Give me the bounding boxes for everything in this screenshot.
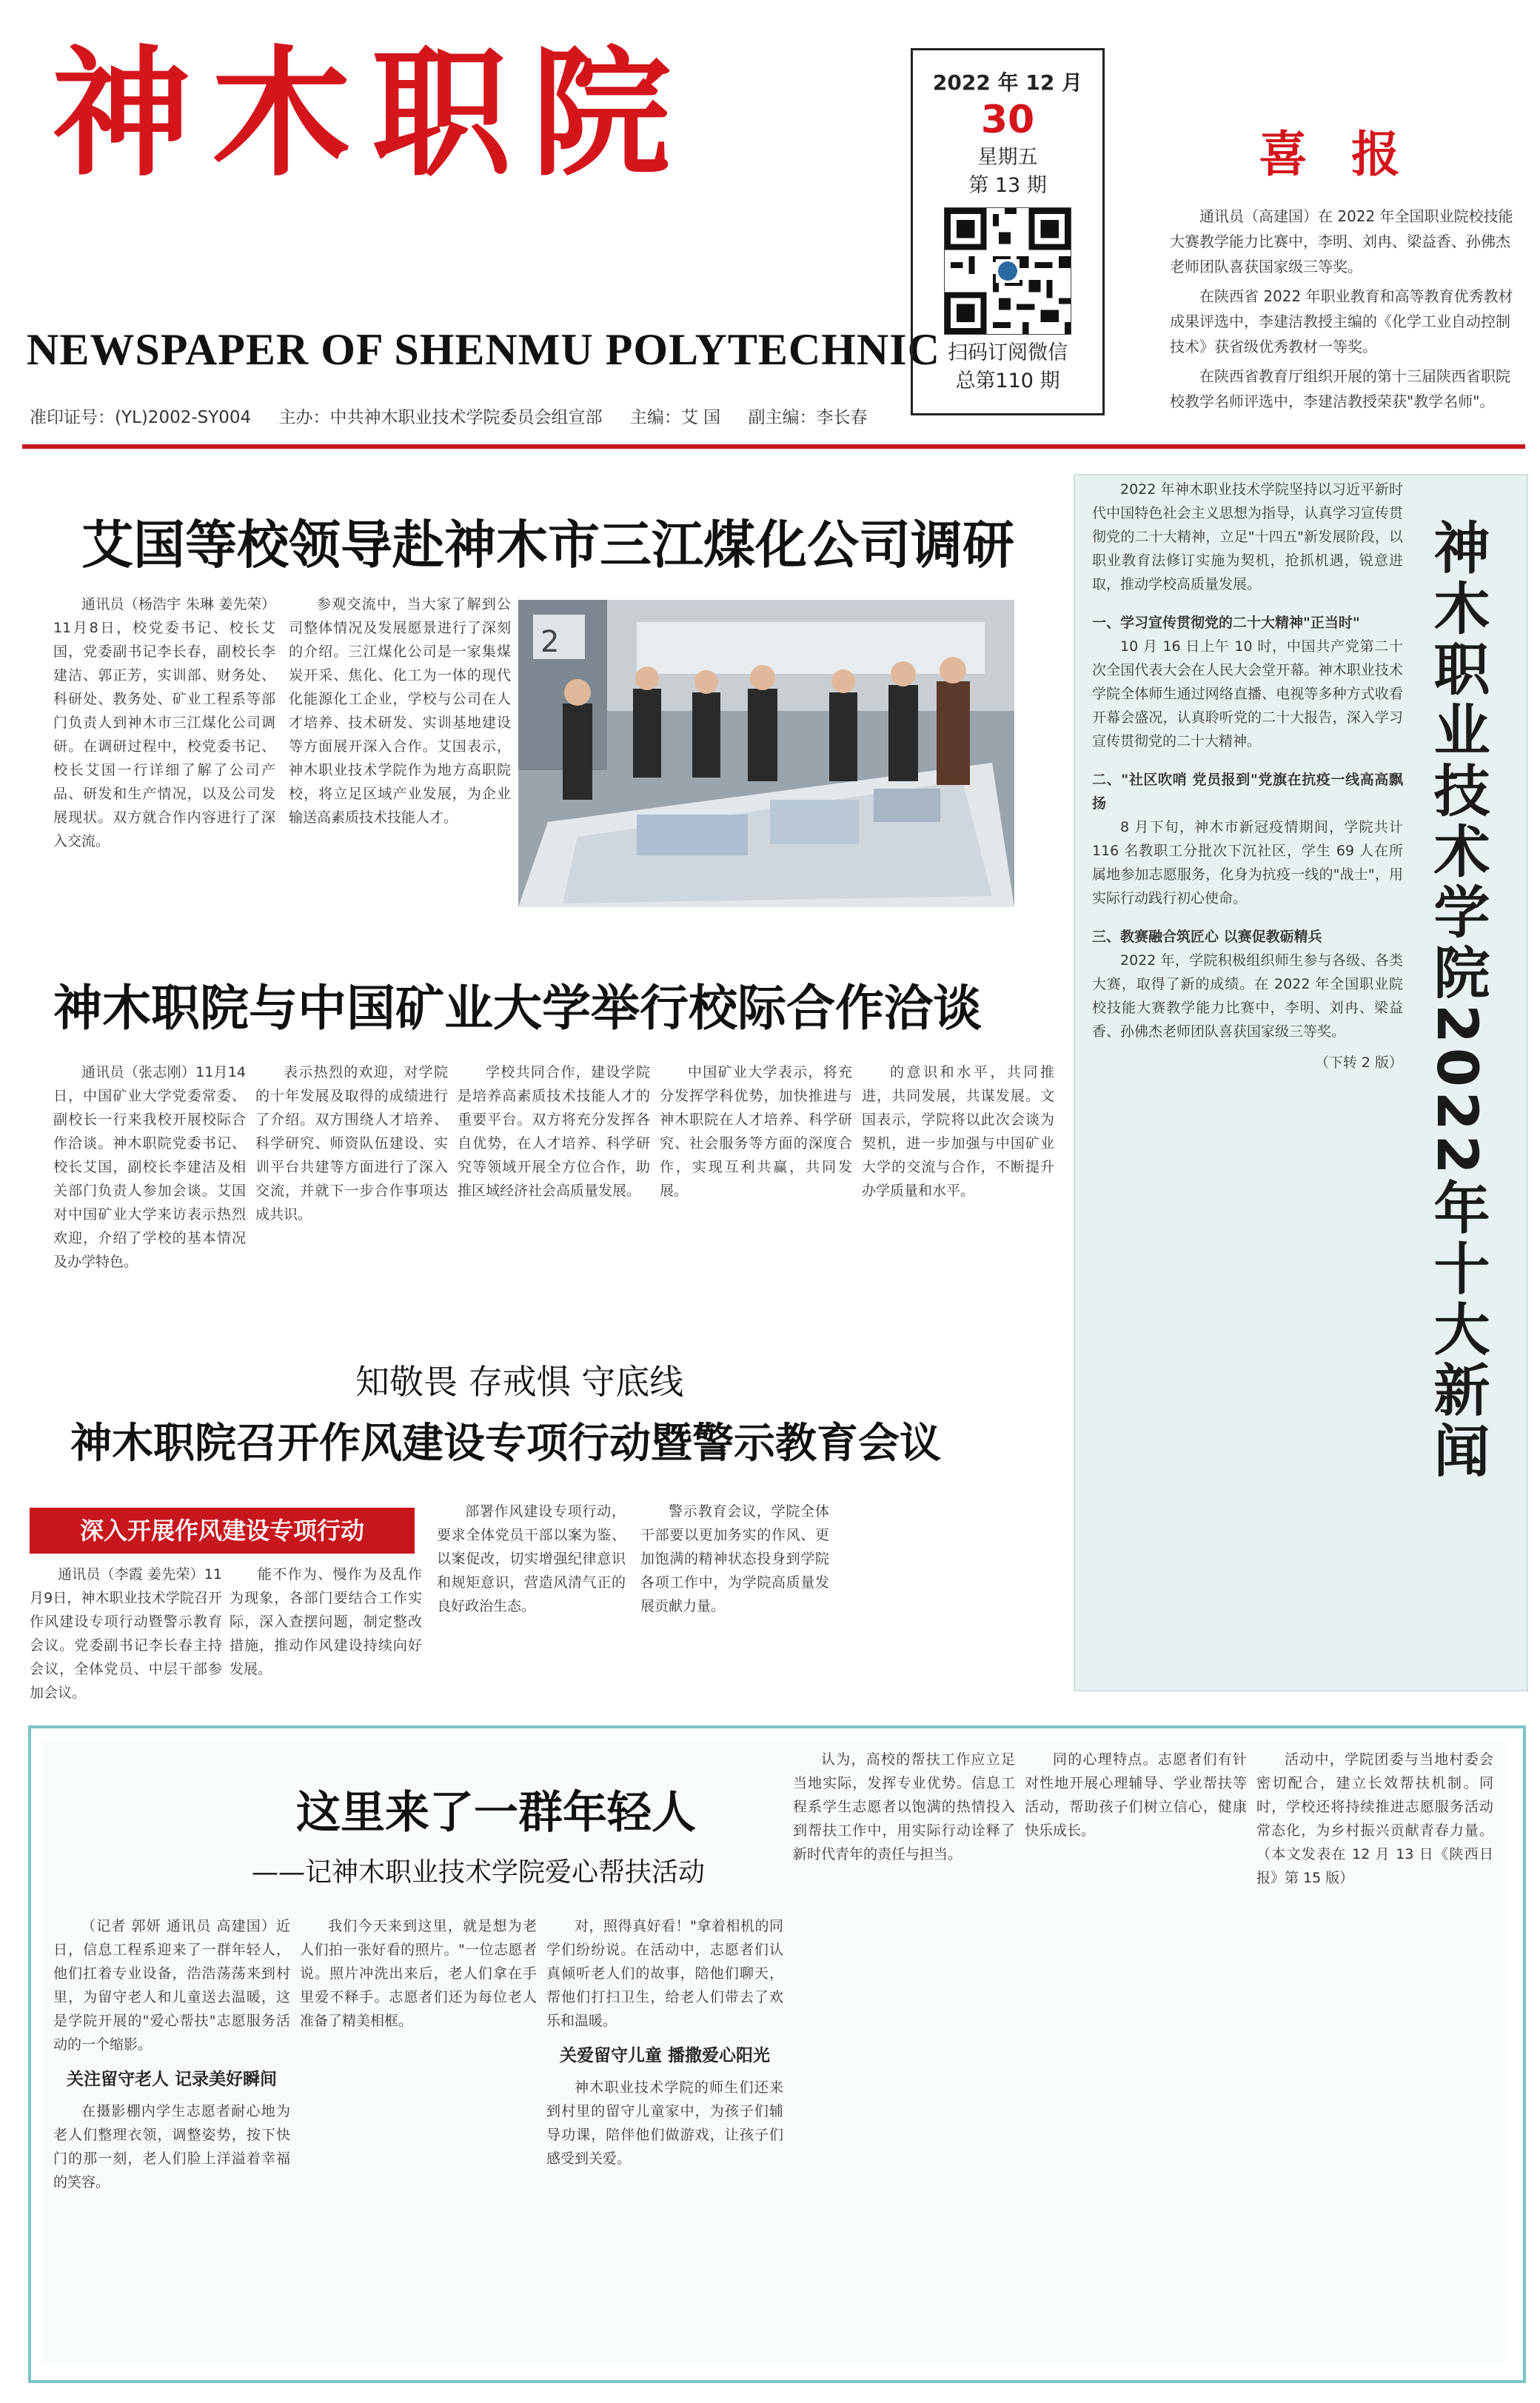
masthead-english: NEWSPAPER OF SHENMU POLYTECHNIC	[27, 325, 940, 374]
feature-col2	[300, 1914, 537, 2344]
article3-col3	[437, 1500, 626, 1718]
article2-col1-text: 通讯员（张志刚）11月14日，中国矿业大学党委常委、副校长一行来我校开展校际合作洽谈。神木职院党委书记、校长艾国，副校长李建洁及相关部门负责人参加会谈。艾国对中国矿业大学来访表示热烈欢迎，介绍了学校的基本情况及办学特色。	[53, 1064, 246, 1270]
article1-headline: 艾国等校领导赴神木市三江煤化公司调研	[81, 515, 1014, 575]
weekday: 星期五	[977, 146, 1038, 169]
article1-col2-text: 参观交流中，当大家了解到公司整体情况及发展愿景进行了深刻的介绍。三江煤化公司是一家集煤炭开采、焦化、化工为一体的现代化能源化工企业，学校与公司在人才培养、技术研发、实训基地建设等方面展开深入合作。艾国表示，神木职业技术学院作为地方高职院校，将立足区域产业发展，为企业输送高素质技术技能人才。	[289, 596, 511, 826]
article2-col4-text: 中国矿业大学表示，将充分发挥学科优势，加快推进与神木职院在人才培养、科学研究、社会服务等方面的深度合作，实现互利共赢，共同发展。	[660, 1064, 852, 1199]
feature-col6	[1256, 1748, 1493, 2344]
article3-headline: 神木职院召开作风建设专项行动暨警示教育会议	[70, 1419, 941, 1468]
article3-kicker: 知敬畏 存戒惧 守底线	[355, 1362, 684, 1402]
chief-editor: 主编：艾 国	[629, 408, 721, 427]
total-issue: 总第110 期	[955, 370, 1060, 392]
feature-col2-text: 我们今天来到这里，就是想为老人们拍一张好看的照片。"一位志愿者说。照片冲洗出来后，老人们拿在手里爱不释手。志愿者们还为每位老人准备了精美相框。	[300, 1918, 537, 2029]
xibao-item: 在陕西省 2022 年职业教育和高等教育优秀教材成果评选中，李建洁教授主编的《化学工业自动控制技术》获省级优秀教材一等奖。	[1170, 287, 1513, 355]
feature-col6-text: 活动中，学院团委与当地村委会密切配合，建立长效帮扶机制。同时，学校还将持续推进志愿服务活动常态化，为乡村振兴贡献青春力量。（本文发表在 12 月 13 日《陕西日报》第 15 版）	[1256, 1751, 1493, 1886]
top-ten-item1-title: 一、学习宣传贯彻党的二十大精神"正当时"	[1092, 615, 1360, 631]
article1-col1-text: 通讯员（杨浩宇 朱琳 姜先荣）11月8日，校党委书记、校长艾国，党委副书记李长春，副校长李建洁、郭正芳，实训部、财务处、科研处、教务处、矿业工程系等部门负责人到神木市三江煤化公司调研。在调研过程中，校党委书记、校长艾国一行详细了解了公司产品、研发和生产情况，以及公司发展现状。双方就合作内容进行了深入交流。	[53, 596, 275, 849]
article3-col1-text: 通讯员（李霞 姜先荣）11月9日，神木职业技术学院召开作风建设专项行动暨警示教育会议。党委副书记李长春主持会议，全体党员、中层干部参加会议。	[30, 1566, 222, 1701]
year-month: 2022 年 12 月	[932, 70, 1083, 95]
article2-col5	[862, 1060, 1054, 1327]
feature-col5	[1025, 1748, 1247, 2344]
feature-col3-b: 神木职业技术学院的师生们还来到村里的留守儿童家中，为孩子们辅导功课，陪伴他们做游戏，让孩子们感受到关爱。	[546, 2079, 783, 2167]
article2-col3-text: 学校共同合作，建设学院是培养高素质技术技能人才的重要平台。双方将充分发挥各自优势，在人才培养、科学研究等领域开展全方位合作，助推区域经济社会高质量发展。	[458, 1064, 650, 1199]
top-ten-item3-text: 2022 年，学院积极组织师生参与各级、各类大赛，取得了新的成绩。在 2022 年全国职业院校技能大赛教学能力比赛中，李明、刘冉、梁益香、孙佛杰老师团队喜获国家级三等奖。	[1092, 952, 1403, 1040]
deputy-editor: 副主编：李长春	[748, 408, 868, 427]
article3-col4	[640, 1500, 829, 1718]
article3-col2	[230, 1563, 422, 1718]
feature-col4-text: 认为，高校的帮扶工作应立足当地实际，发挥专业优势。信息工程系学生志愿者以饱满的热情投入到帮扶工作中，用实际行动诠释了新时代青年的责任与担当。	[793, 1751, 1015, 1862]
article2-headline: 神木职院与中国矿业大学举行校际合作洽谈	[53, 980, 982, 1037]
issue-number: 第 13 期	[968, 174, 1047, 197]
top-ten-intro: 2022 年神木职业技术学院坚持以习近平新时代中国特色社会主义思想为指导，认真学习宣传贯彻党的二十大精神，立足"十四五"新发展阶段，以职业教育法修订实施为契机，抢抓机遇，锐意进取，推动学校高质量发展。	[1092, 481, 1403, 592]
top-ten-item3-title: 三、教赛融合筑匠心 以赛促教砺精兵	[1092, 929, 1322, 945]
qr-code-icon[interactable]	[944, 207, 1071, 335]
day-number: 30	[980, 98, 1035, 142]
top-ten-item2-text: 8 月下旬，神木市新冠疫情期间，学院共计 116 名教职工分批次下沉社区，学生 69 人在所属地参加志愿服务，化身为抗疫一线的"战士"，用实际行动践行初心使命。	[1092, 819, 1403, 906]
qr-caption: 扫码订阅微信	[948, 341, 1068, 364]
permit-number: 准印证号：(YL)2002-SY004	[30, 408, 252, 427]
xibao-item: 在陕西省教育厅组织开展的第十三届陕西省职院校教学名师评选中，李建洁教授荣获"教学名师"。	[1170, 367, 1510, 410]
feature-subtitle: ——记神木职业技术学院爱心帮扶活动	[252, 1857, 706, 1888]
article3-col3-text: 部署作风建设专项行动，要求全体党员干部以案为鉴、以案促改，切实增强纪律意识和规矩意识，营造风清气正的良好政治生态。	[437, 1503, 626, 1614]
top-ten-item1-text: 10 月 16 日上午 10 时，中国共产党第二十次全国代表大会在人民大会堂开幕。神木职业技术学院全体师生通过网络直播、电视等多种方式收看开幕会盛况，认真聆听党的二十大报告，深入学习宣传贯彻党的二十大精神。	[1092, 638, 1403, 749]
article1-photo	[518, 600, 1014, 907]
feature-col1	[53, 1914, 290, 2344]
feature-side-head-2: 关爱留守儿童 播撒爱心阳光	[559, 2046, 770, 2065]
feature-intro: （记者 郭妍 通讯员 高建国）近日，信息工程系迎来了一群年轻人，他们扛着专业设备，浩浩荡荡来到村里，为留守老人和儿童送去温暖，这是学院开展的"爱心帮扶"志愿服务活动的一个缩影。	[53, 1918, 290, 2053]
sponsor: 主办：中共神木职业技术学院委员会组宣部	[278, 408, 603, 427]
svg-text:2: 2	[540, 625, 560, 659]
feature-col5-text: 同的心理特点。志愿者们有针对性地开展心理辅导、学业帮扶等活动，帮助孩子们树立信心，健康快乐成长。	[1025, 1751, 1247, 1839]
article2-col1	[53, 1060, 246, 1327]
section-label: 深入开展作风建设专项行动	[30, 1508, 415, 1554]
article1-col2	[289, 592, 511, 903]
feature-side-head: 关注留守老人 记录美好瞬间	[66, 2070, 277, 2089]
article3-col2-text: 能不作为、慢作为及乱作为现象，各部门要结合工作实际，深入查摆问题，制定整改措施，推动作风建设持续向好发展。	[230, 1566, 422, 1677]
article2-col2-text: 表示热烈的欢迎，对学院的十年发展及取得的成绩进行了介绍。双方围绕人才培养、科学研究、师资队伍建设、实训平台共建等方面进行了深入交流，并就下一步合作事项达成共识。	[255, 1064, 448, 1223]
article2-col4	[660, 1060, 852, 1327]
feature-col3	[546, 1914, 783, 2344]
continued-note[interactable]: （下转 2 版）	[1314, 1055, 1403, 1071]
article2-col2	[255, 1060, 448, 1327]
xibao-item: 通讯员（高建国）在 2022 年全国职业院校技能大赛教学能力比赛中，李明、刘冉、梁益香、孙佛杰老师团队喜获国家级三等奖。	[1170, 207, 1513, 275]
article3-col1	[30, 1563, 222, 1718]
article3-col4-text: 警示教育会议，学院全体干部要以更加务实的作风、更加饱满的精神状态投身到学院各项工作中，为学院高质量发展贡献力量。	[640, 1503, 829, 1614]
top-ten-vertical-title: 神木职业技术学院2022年十大新闻	[1424, 518, 1490, 1483]
article2-col5-text: 的意识和水平，共同推进，共同发展，共谋发展。文国表示，学院将以此次会谈为契机，进一步加强与中国矿业大学的交流与合作，不断提升办学质量和水平。	[862, 1064, 1054, 1199]
feature-col3-text: 对，照得真好看！"拿着相机的同学们纷纷说。在活动中，志愿者们认真倾听老人们的故事，陪他们聊天，帮他们打扫卫生，给老人们带去了欢乐和温暖。	[546, 1918, 783, 2029]
imprint-line	[30, 404, 889, 428]
masthead-rule	[22, 444, 1525, 449]
feature-headline: 这里来了一群年轻人	[296, 1787, 696, 1839]
masthead-title: 神木职院	[52, 32, 692, 195]
top-ten-text	[1092, 478, 1403, 1662]
feature-col4	[793, 1748, 1015, 2344]
date-box	[911, 48, 1105, 415]
article1-col1	[53, 592, 275, 903]
top-ten-item2-title: 二、"社区吹哨 党员报到"党旗在抗疫一线高高飘扬	[1092, 772, 1403, 812]
feature-col1-b: 在摄影棚内学生志愿者耐心地为老人们整理衣领，调整姿势，按下快门的那一刻，老人们脸上洋溢着幸福的笑容。	[53, 2103, 290, 2190]
xibao-text	[1170, 204, 1518, 418]
article2-col3	[458, 1060, 650, 1327]
xibao-title: 喜 报	[1259, 126, 1413, 183]
